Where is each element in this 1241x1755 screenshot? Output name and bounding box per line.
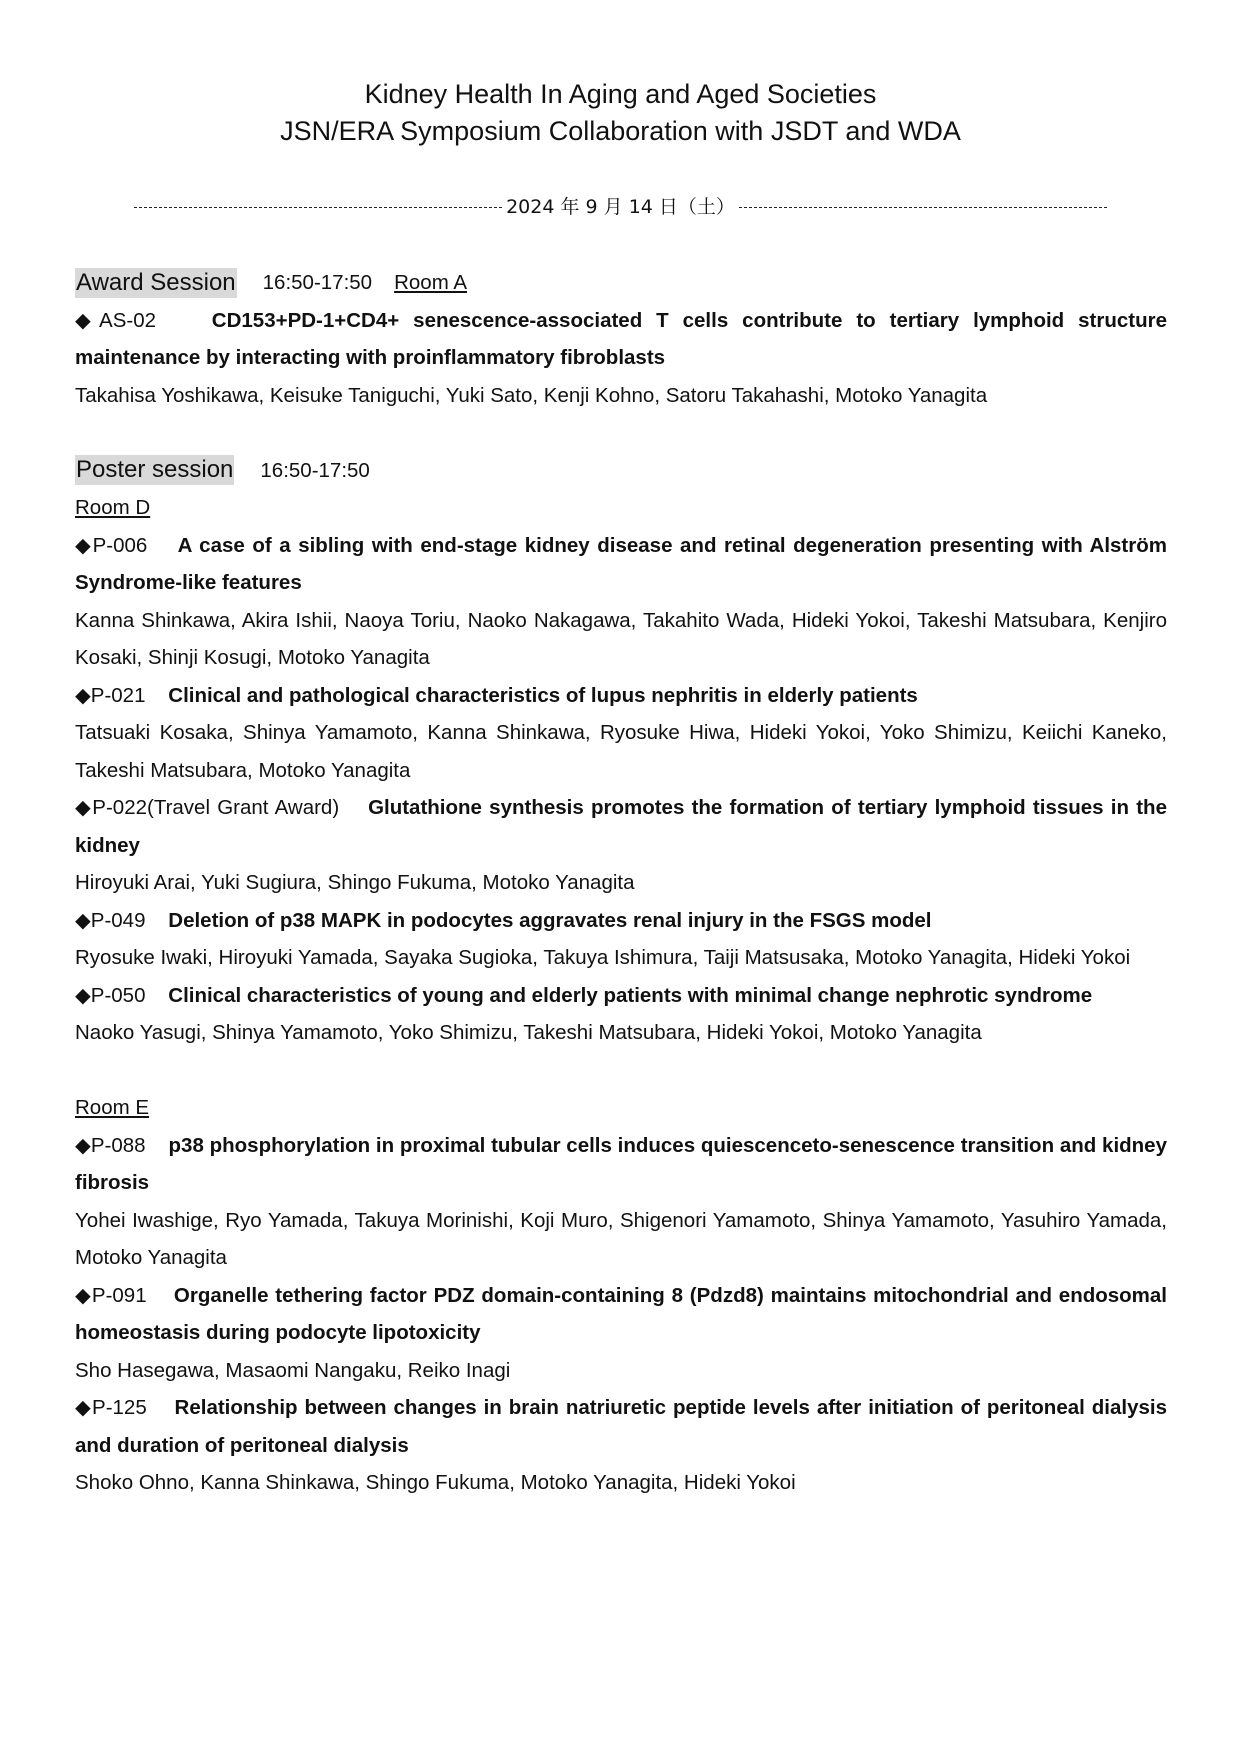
- award-entries: [75, 302, 1167, 415]
- abstract-title: Relationship between changes in brain natriuretic peptide levels after initiation of peritoneal dialysis and duration of peritoneal dialysis: [75, 1396, 1167, 1457]
- abstract-title: Clinical and pathological characteristics of lupus nephritis in elderly patients: [168, 683, 918, 707]
- award-session-time: 16:50-17:50: [262, 271, 373, 294]
- abstract-code: ◆P-049: [75, 908, 146, 932]
- abstract-authors: Yohei Iwashige, Ryo Yamada, Takuya Morinishi, Koji Muro, Shigenori Yamamoto, Shinya Yamamoto, Yasuhiro Yamada, Motoko Yanagita: [75, 1208, 1167, 1269]
- abstract-authors: Tatsuaki Kosaka, Shinya Yamamoto, Kanna Shinkawa, Ryosuke Hiwa, Hideki Yokoi, Yoko Shimizu, Keiichi Kaneko, Takeshi Matsubara, Motoko Yanagita: [75, 721, 1167, 782]
- poster-session-label: Poster session: [76, 456, 234, 484]
- abstract-entry: [75, 677, 1167, 715]
- abstract-title: p38 phosphorylation in proximal tubular cells induces quiescenceto-senescence transition and kidney fibrosis: [75, 1133, 1167, 1194]
- abstract-title: Glutathione synthesis promotes the formation of tertiary lymphoid tissues in the kidney: [75, 796, 1167, 857]
- abstract-entry: [75, 1127, 1167, 1202]
- abstract-code: ◆P-091: [75, 1283, 147, 1307]
- abstract-authors: Ryosuke Iwaki, Hiroyuki Yamada, Sayaka Sugioka, Takuya Ishimura, Taiji Matsusaka, Motoko Yanagita, Hideki Yokoi: [75, 946, 1131, 969]
- poster-rooms: [75, 489, 1167, 1502]
- event-date: 2024 年 9 月 14 日（土）: [506, 196, 735, 218]
- abstract-authors: Takahisa Yoshikawa, Keisuke Taniguchi, Yuki Sato, Kenji Kohno, Satoru Takahashi, Motoko Yanagita: [75, 383, 988, 407]
- abstract-entry: [75, 1389, 1167, 1464]
- date-line: [134, 194, 1107, 220]
- room-heading: Room E: [75, 1096, 150, 1119]
- room-heading: Room D: [75, 496, 151, 519]
- document-subtitle: JSN/ERA Symposium Collaboration with JSDT and WDA: [280, 116, 961, 146]
- abstract-code: ◆P-050: [75, 983, 146, 1007]
- abstract-entry: [75, 902, 1167, 940]
- abstract-entry: [75, 977, 1167, 1015]
- abstract-title: Deletion of p38 MAPK in podocytes aggravates renal injury in the FSGS model: [168, 908, 932, 932]
- abstract-title: CD153+PD-1+CD4+ senescence-associated T cells contribute to tertiary lymphoid structure maintenance by interacting with proinflammatory fibroblasts: [75, 308, 1167, 369]
- abstract-title: Clinical characteristics of young and elderly patients with minimal change nephrotic syndrome: [168, 983, 1093, 1007]
- document-title: Kidney Health In Aging and Aged Societies: [364, 79, 877, 109]
- abstract-title: Organelle tethering factor PDZ domain-containing 8 (Pdzd8) maintains mitochondrial and endosomal homeostasis during podocyte lipotoxicity: [75, 1283, 1168, 1344]
- award-session-label: Award Session: [76, 268, 236, 296]
- abstract-code: ◆P-022(Travel Grant Award): [75, 796, 340, 819]
- abstract-code: ◆P-088: [75, 1133, 146, 1157]
- award-session-header: [75, 264, 1167, 302]
- abstract-authors: Naoko Yasugi, Shinya Yamamoto, Yoko Shimizu, Takeshi Matsubara, Hideki Yokoi, Motoko Yanagita: [75, 1021, 982, 1044]
- dashed-rule-left: [134, 207, 502, 208]
- abstract-entry: [75, 302, 1167, 377]
- award-session-room: Room A: [394, 271, 468, 294]
- abstract-authors: Hiroyuki Arai, Yuki Sugiura, Shingo Fukuma, Motoko Yanagita: [75, 871, 635, 894]
- abstract-authors: Sho Hasegawa, Masaomi Nangaku, Reiko Inagi: [75, 1358, 511, 1382]
- poster-session-header: [75, 452, 1167, 490]
- program-content: [75, 264, 1167, 1502]
- abstract-code: ◆AS-02: [75, 308, 156, 332]
- abstract-entry: [75, 527, 1167, 602]
- abstract-entry: [75, 789, 1167, 864]
- abstract-code: ◆P-021: [75, 683, 146, 707]
- abstract-authors: Shoko Ohno, Kanna Shinkawa, Shingo Fukuma, Motoko Yanagita, Hideki Yokoi: [75, 1471, 796, 1494]
- abstract-code: ◆P-006: [75, 533, 148, 557]
- abstract-title: A case of a sibling with end-stage kidney disease and retinal degeneration presenting with Alström Syndrome-like features: [75, 533, 1167, 594]
- poster-session-time: 16:50-17:50: [260, 458, 370, 482]
- abstract-authors: Kanna Shinkawa, Akira Ishii, Naoya Toriu, Naoko Nakagawa, Takahito Wada, Hideki Yokoi, Takeshi Matsubara, Kenjiro Kosaki, Shinji Kosugi, Motoko Yanagita: [75, 608, 1167, 669]
- abstract-code: ◆P-125: [75, 1396, 147, 1419]
- dashed-rule-right: [739, 207, 1107, 208]
- abstract-entry: [75, 1277, 1167, 1352]
